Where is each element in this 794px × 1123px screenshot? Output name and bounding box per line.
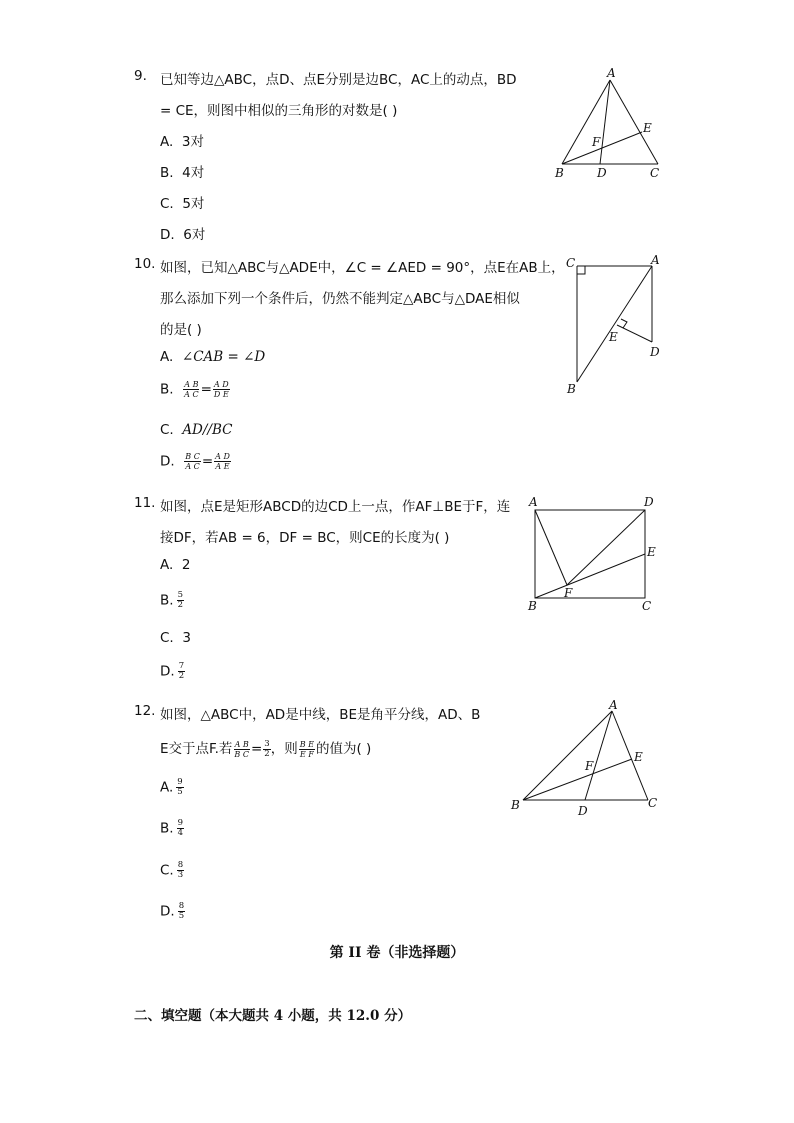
q10-stem-line1: 如图，已知△ABC与△ADE中，∠C = ∠AED = 90°，点E在AB上， xyxy=(160,260,565,276)
q10-option-c: C. AD//BC xyxy=(160,422,233,438)
q9-label-c: C xyxy=(650,166,660,180)
q10-label-c: C xyxy=(566,256,576,270)
q9-label-e: E xyxy=(643,121,652,135)
q12-stem-line1: 如图，△ABC中，AD是中线，BE是角平分线，AD、B xyxy=(160,707,481,723)
q11-label-d: D xyxy=(644,495,654,509)
q9-label-a: A xyxy=(607,66,616,80)
q11-stem-line2: 接DF，若AB = 6，DF = BC，则CE的长度为( ) xyxy=(160,530,450,546)
q10-label-e: E xyxy=(609,330,618,344)
q9-label-f: F xyxy=(592,135,601,149)
q10-number: 10. xyxy=(134,256,156,272)
q9-option-d: D. 6对 xyxy=(160,227,206,243)
q12-stem-line2: E交于点F.若 $\frac{\text{A B}}{\text{B C}}$ = $\frac{3}{2}$ ，则 $\frac{\text{B E}}{\text{E F}}$ 的值为( ) xyxy=(160,738,372,759)
q11-label-f: F xyxy=(564,586,573,600)
q9-label-b: B xyxy=(555,166,564,180)
q10-option-d: D. $\frac{\text{B C}}{\text{A C}}$ = $\frac{\text{A D}}{\text{A E}}$ xyxy=(160,452,230,471)
q11-option-b: B. $\frac{5}{2}$ xyxy=(160,590,183,610)
q11-label-c: C xyxy=(642,599,652,613)
section2-heading: 二、填空题（本大题共 4 小题，共 12.0 分） xyxy=(134,1008,412,1024)
q10-stem-line2: 那么添加下列一个条件后，仍然不能判定△ABC与△DAE相似 xyxy=(160,291,520,307)
q9-option-b: B. 4对 xyxy=(160,165,205,181)
q9-option-a: A. 3对 xyxy=(160,134,204,150)
q11-rectangle-figure xyxy=(522,494,662,616)
q11-option-a: A. 2 xyxy=(160,557,191,573)
q12-option-a: A. $\frac{9}{5}$ xyxy=(160,777,183,797)
q10-label-d: D xyxy=(650,345,660,359)
q10-triangle-figure xyxy=(560,252,670,398)
q11-label-b: B xyxy=(528,599,537,613)
q9-option-c: C. 5对 xyxy=(160,196,205,212)
q11-stem-line1: 如图，点E是矩形ABCD的边CD上一点，作AF⊥BE于F，连 xyxy=(160,499,511,515)
q10-stem-line3: 的是( ) xyxy=(160,322,202,338)
q9-label-d: D xyxy=(597,166,607,180)
q11-number: 11. xyxy=(134,495,156,511)
q11-label-e: E xyxy=(647,545,656,559)
q12-label-b: B xyxy=(511,798,520,812)
q12-label-d: D xyxy=(578,804,588,818)
q12-option-c: C. $\frac{8}{3}$ xyxy=(160,860,184,880)
q9-number: 9. xyxy=(134,68,147,84)
q10-label-b: B xyxy=(567,382,576,396)
q11-option-c: C. 3 xyxy=(160,630,191,646)
q9-stem-line2: = CE，则图中相似的三角形的对数是( ) xyxy=(160,103,398,119)
q12-option-b: B. $\frac{9}{4}$ xyxy=(160,818,183,838)
q11-option-d: D. $\frac{7}{2}$ xyxy=(160,661,185,681)
q10-label-a: A xyxy=(651,253,660,267)
q12-label-a: A xyxy=(609,698,618,712)
q12-option-d: D. $\frac{8}{5}$ xyxy=(160,901,185,921)
q11-label-a: A xyxy=(529,495,538,509)
section-title: 第 II 卷（非选择题） xyxy=(329,945,465,961)
q10-option-a: A. ∠CAB = ∠D xyxy=(160,349,266,365)
q12-label-c: C xyxy=(648,796,658,810)
q12-triangle-figure xyxy=(506,697,666,821)
q10-option-b: B. $\frac{\text{A B}}{\text{A C}}$ = $\frac{\text{A D}}{\text{D E}}$ xyxy=(160,380,229,399)
q12-label-e: E xyxy=(634,750,643,764)
q9-triangle-figure xyxy=(548,64,678,184)
q12-number: 12. xyxy=(134,703,156,719)
q12-label-f: F xyxy=(585,759,594,773)
q9-stem-line1: 已知等边△ABC，点D、点E分别是边BC，AC上的动点，BD xyxy=(160,72,517,88)
